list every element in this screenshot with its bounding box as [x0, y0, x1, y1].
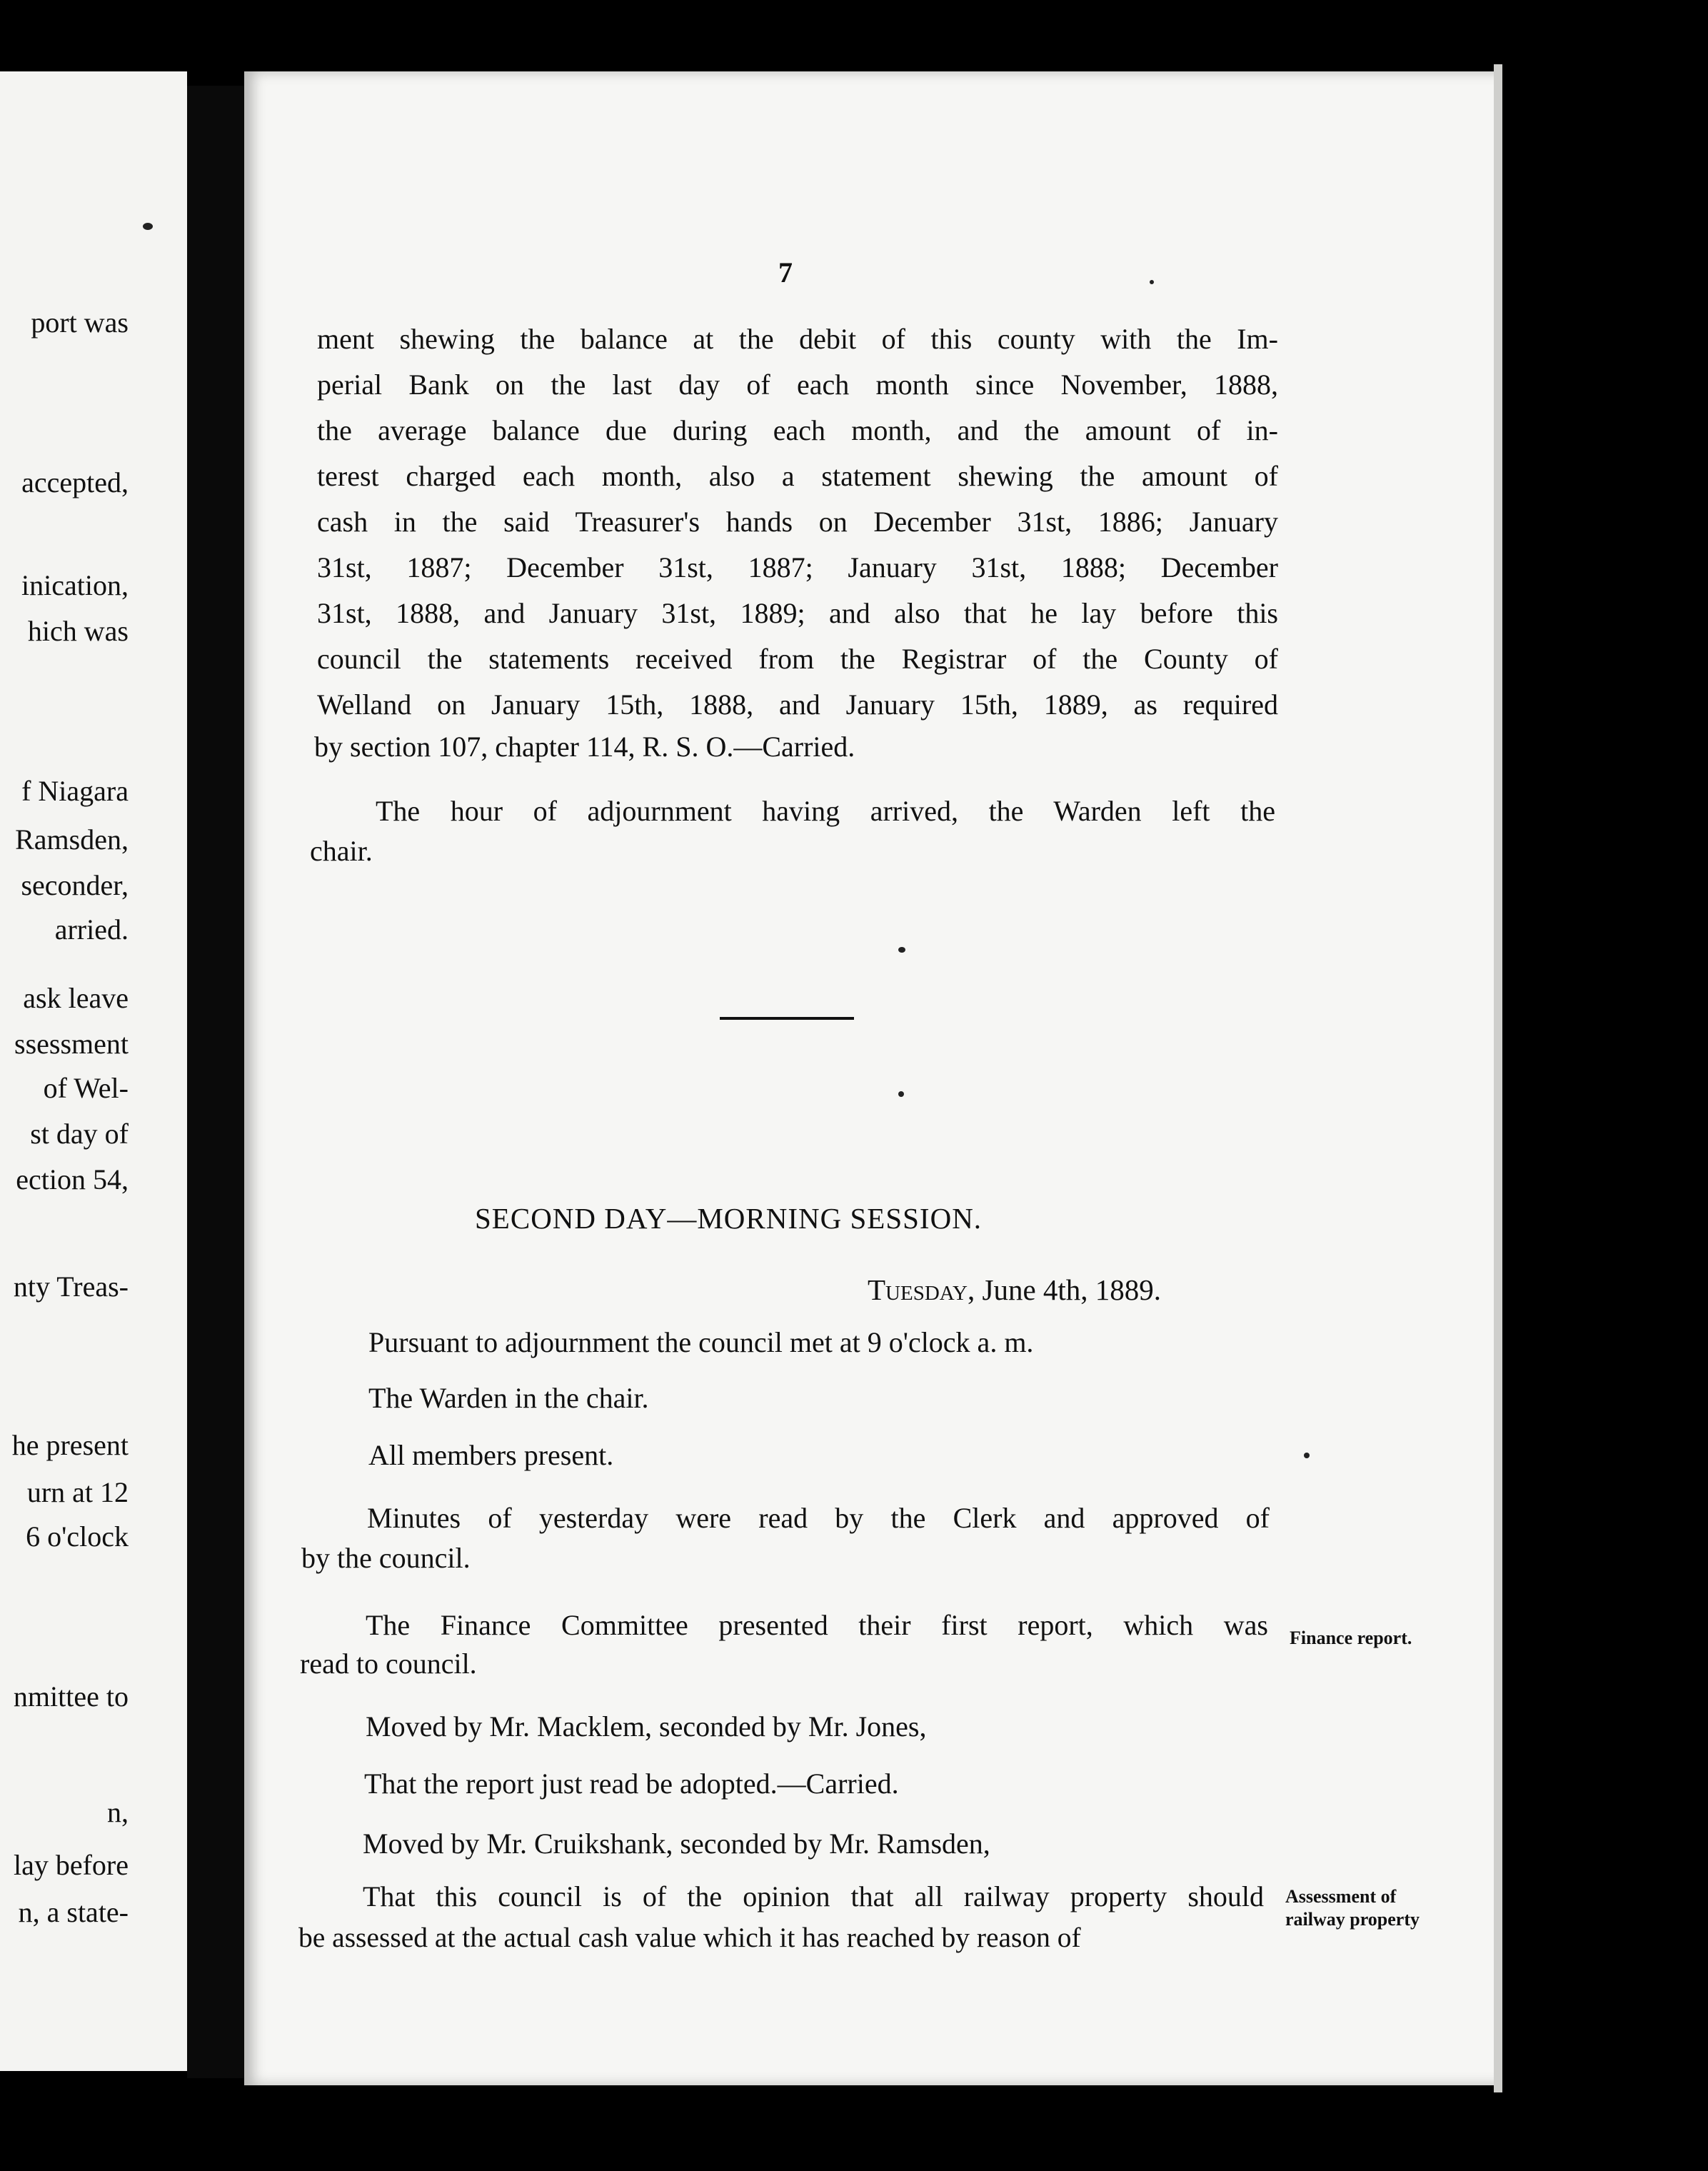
adjournment-line-end: chair.	[310, 835, 373, 867]
left-page-fragment: 6 o'clock	[26, 1520, 129, 1553]
warden-line: The Warden in the chair.	[368, 1382, 649, 1414]
paragraph-adjournment	[376, 788, 1275, 834]
left-page-edge	[0, 71, 187, 2071]
railway-line: That this council is of the opinion that all railway property should	[363, 1880, 1264, 1912]
paragraph-railway	[363, 1874, 1264, 1920]
left-page-fragment: he present	[11, 1429, 129, 1461]
pursuant-line: Pursuant to adjournment the council met at 9 o'clock a. m.	[368, 1326, 1034, 1358]
margin-note-finance-report: Finance report.	[1290, 1628, 1412, 1648]
ink-speck	[143, 223, 153, 230]
ink-speck	[898, 1091, 904, 1097]
page-number: 7	[778, 256, 793, 289]
ink-speck	[1150, 280, 1154, 284]
paragraph-line: 31st, 1888, and January 31st, 1889; and also that he lay before this	[317, 597, 1278, 629]
section-divider	[720, 1017, 854, 1020]
left-page-fragment: hich was	[27, 615, 129, 647]
left-page-fragment: ection 54,	[16, 1163, 129, 1195]
paragraph-finance	[366, 1603, 1268, 1648]
left-page-fragment: f Niagara	[21, 775, 129, 807]
minutes-line: Minutes of yesterday were read by the Clerk and approved of	[367, 1502, 1270, 1534]
session-date-day: Tuesday	[868, 1273, 968, 1306]
minutes-line-end: by the council.	[301, 1542, 471, 1574]
left-page-fragment: n,	[107, 1796, 129, 1828]
page-right-edge	[1494, 64, 1502, 2092]
margin-note-assessment	[1285, 1885, 1420, 1931]
left-page-fragment: nty Treas-	[13, 1270, 129, 1303]
paragraph-line: 31st, 1887; December 31st, 1887; January 31st, 1888; December	[317, 551, 1278, 583]
motion-cruikshank: Moved by Mr. Cruikshank, seconded by Mr. Ramsden,	[363, 1827, 990, 1860]
margin-note-assessment-line1: Assessment of	[1285, 1886, 1397, 1907]
finance-line-end: read to council.	[300, 1648, 477, 1680]
left-page-fragment: port was	[31, 306, 129, 339]
motion-macklem: Moved by Mr. Macklem, seconded by Mr. Jones,	[366, 1710, 927, 1743]
motion-adopted: That the report just read be adopted.—Carried.	[364, 1768, 899, 1800]
session-date-rest: , June 4th, 1889.	[968, 1273, 1162, 1306]
paragraph-treasurer-statement-last-line: by section 107, chapter 114, R. S. O.—Carried.	[314, 731, 855, 763]
left-page-fragment: urn at 12	[26, 1476, 129, 1508]
left-page-fragment: accepted,	[21, 466, 129, 498]
paragraph-treasurer-statement	[317, 316, 1278, 728]
left-page-fragment: n, a state-	[18, 1896, 129, 1928]
left-page-fragment: of Wel-	[43, 1072, 129, 1104]
left-page-fragment: Ramsden,	[15, 823, 129, 856]
left-page-fragment: inication,	[21, 569, 129, 601]
paragraph-line: perial Bank on the last day of each month since November, 1888,	[317, 368, 1278, 401]
finance-line: The Finance Committee presented their first report, which was	[366, 1609, 1268, 1641]
margin-note-assessment-line2: railway property	[1285, 1909, 1420, 1930]
left-page-fragment: ssessment	[14, 1028, 129, 1060]
ink-speck	[1304, 1453, 1310, 1458]
left-page-fragment: arried.	[54, 913, 129, 946]
adjournment-line: The hour of adjournment having arrived, the Warden left the	[376, 795, 1275, 827]
ink-speck	[898, 947, 905, 953]
left-page-fragment: st day of	[30, 1118, 129, 1150]
paragraph-line: ment shewing the balance at the debit of this county with the Im-	[317, 323, 1278, 355]
book-spine	[187, 86, 244, 2078]
paragraph-line: Welland on January 15th, 1888, and January 15th, 1889, as required	[317, 688, 1278, 721]
paragraph-line: council the statements received from the Registrar of the County of	[317, 643, 1278, 675]
session-heading: SECOND DAY—MORNING SESSION.	[475, 1202, 983, 1235]
members-line: All members present.	[368, 1439, 614, 1471]
railway-line-2: be assessed at the actual cash value which it has reached by reason of	[298, 1922, 1081, 1953]
left-page-fragment: nmittee to	[13, 1680, 129, 1713]
left-page-fragment: lay before	[13, 1849, 129, 1881]
paragraph-line: cash in the said Treasurer's hands on December 31st, 1886; January	[317, 506, 1278, 538]
left-page-fragment: ask leave	[23, 982, 129, 1014]
left-page-fragment: seconder,	[21, 869, 129, 901]
paragraph-line: the average balance due during each month, and the amount of in-	[317, 414, 1278, 446]
paragraph-minutes	[367, 1495, 1270, 1541]
paragraph-line: terest charged each month, also a statement shewing the amount of	[317, 460, 1278, 492]
session-date	[868, 1273, 1161, 1307]
